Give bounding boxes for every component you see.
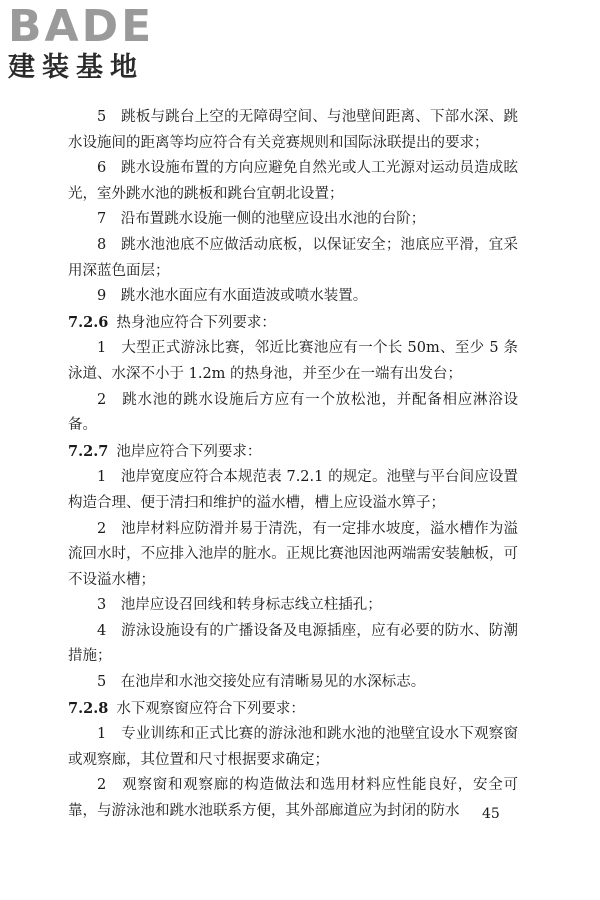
logo-brand-text: BADE [8,1,155,52]
section-heading [68,696,518,723]
section-number: 7.2.6 [68,313,109,331]
section-title: 水下观察窗应符合下列要求： [116,700,305,717]
page-number: 45 [482,806,500,822]
list-item: 1 池岸宽度应符合本规范表 7.2.1 的规定。池壁与平台间应设置构造合理、便于清扫和维护的溢水槽，槽上应设溢水箅子； [68,469,518,511]
list-item: 1 专业训练和正式比赛的游泳池和跳水池的池壁宜设水下观察窗或观察廊，其位置和尺寸根据要求确定； [68,726,518,768]
section-number: 7.2.8 [68,699,109,717]
logo-subtitle: 建装基地 [8,52,144,83]
list-item: 3 池岸应设召回线和转身标志线立柱插孔； [97,597,382,614]
list-item: 5 跳板与跳台上空的无障碍空间、与池壁间距离、下部水深、跳水设施间的距离等均应符合有关竞赛规则和国际泳联提出的要求； [68,109,518,151]
list-item: 1 大型正式游泳比赛，邻近比赛池应有一个长 50m、至少 5 条泳道、水深不小于 1.2m 的热身池，并至少在一端有出发台； [68,340,518,382]
section-title: 池岸应符合下列要求： [116,443,262,460]
list-item: 9 跳水池水面应有水面造波或喷水装置。 [97,288,368,305]
list-item: 2 观察窗和观察廊的构造做法和选用材料应性能良好，安全可靠，与游泳池和跳水池联系方便，其外部廊道应为封闭的防水 [68,777,518,820]
section-heading [68,310,518,337]
brand-logo [8,1,155,84]
section-number: 7.2.7 [68,442,109,460]
section-heading [68,439,518,466]
list-item: 7 沿布置跳水设施一侧的池壁应设出水池的台阶； [97,211,426,228]
document-body [68,105,518,825]
list-item: 4 游泳设施设有的广播设备及电源插座，应有必要的防水、防潮措施； [68,622,518,665]
list-item: 2 池岸材料应防滑并易于清洗，有一定排水坡度，溢水槽作为溢流回水时，不应排入池岸的脏水。正规比赛池因池两端需安装触板，可不设溢水槽； [68,520,518,588]
section-title: 热身池应符合下列要求： [116,314,276,331]
list-item: 2 跳水池的跳水设施后方应有一个放松池，并配备相应淋浴设备。 [68,391,518,434]
list-item: 5 在池岸和水池交接处应有清晰易见的水深标志。 [97,674,426,691]
list-item: 8 跳水池池底不应做活动底板，以保证安全；池底应平滑，宜采用深蓝色面层； [68,236,518,279]
list-item: 6 跳水设施布置的方向应避免自然光或人工光源对运动员造成眩光，室外跳水池的跳板和跳台宜朝北设置； [68,160,518,202]
